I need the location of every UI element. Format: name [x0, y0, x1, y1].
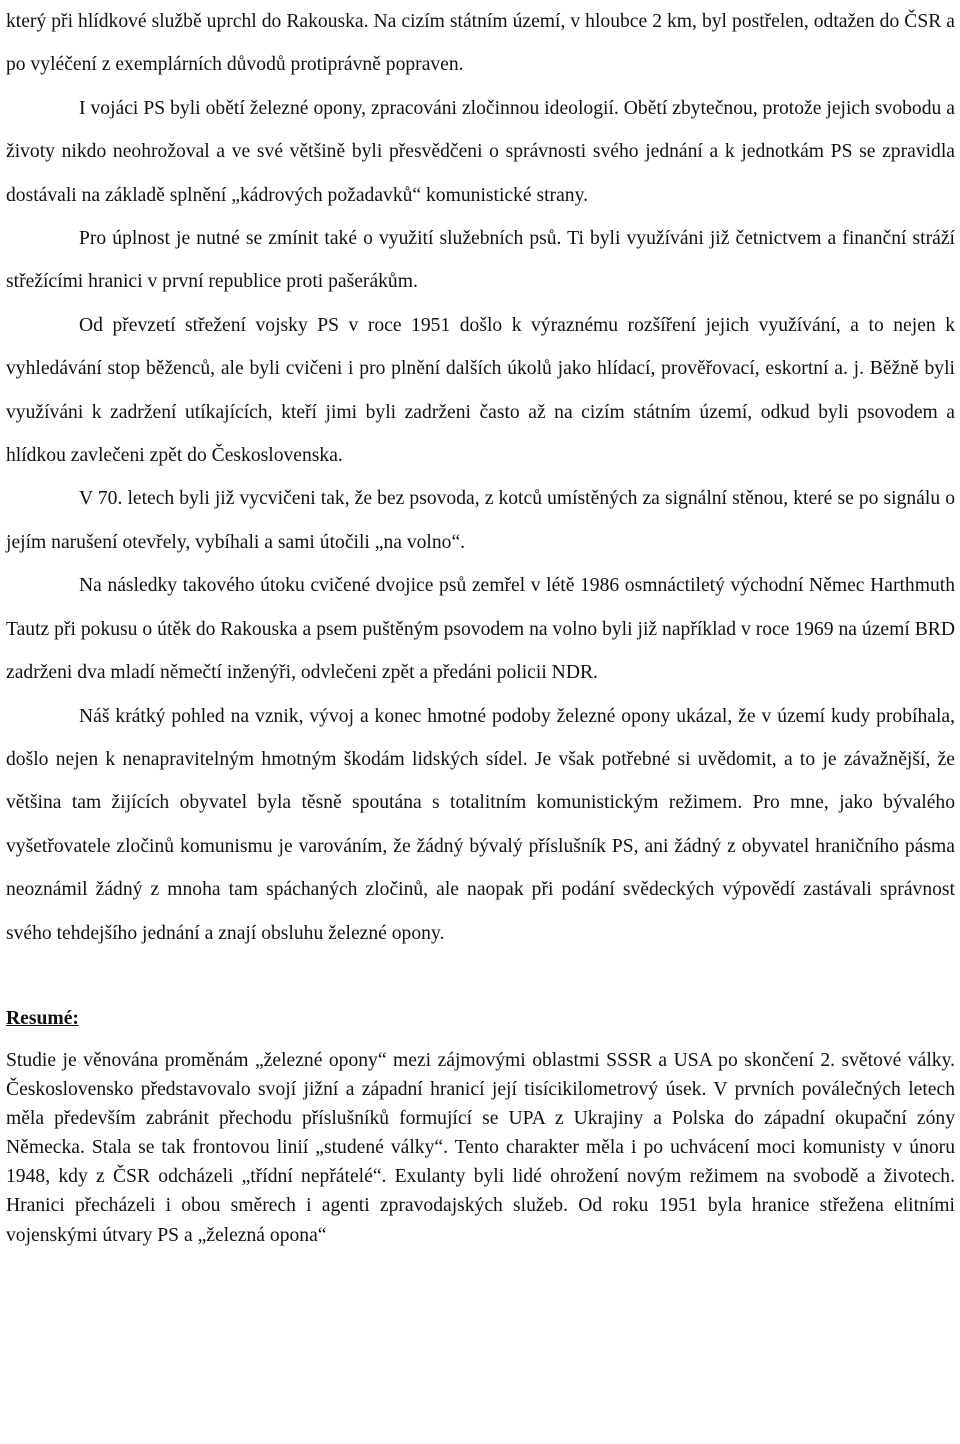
paragraph-3: Pro úplnost je nutné se zmínit také o využití služebních psů. Ti byli využíváni již četnictvem a finanční stráží střežícími hranici v první republice proti pašerákům. — [6, 228, 955, 293]
section-gap — [6, 955, 955, 1005]
document-page — [6, 0, 955, 1250]
paragraph-2: I vojáci PS byli obětí železné opony, zpracováni zločinnou ideologií. Obětí zbytečnou, protože jejich svobodu a životy nikdo neohrožoval a ve své většině byli přesvědčeni o správnosti svého jednání a k jednotkám PS se zpravidla dostávali na základě splnění „kádrových požadavků“ komunistické strany. — [6, 97, 955, 206]
resume-spacer — [6, 1033, 955, 1046]
body-text — [6, 0, 955, 955]
resume-heading: Resumé: — [6, 1007, 79, 1029]
paragraph-6: Na následky takového útoku cvičené dvojice psů zemřel v létě 1986 osmnáctiletý východní Němec Harthmuth Tautz při pokusu o útěk do Rakouska a psem puštěným psovodem na volno byli již například v roce 1969 na území BRD zadrženi dva mladí němečtí inženýři, odvlečeni zpět a předáni policii NDR. — [6, 575, 955, 684]
resume-text: Studie je věnována proměnám „železné opony“ mezi zájmovými oblastmi SSSR a USA po skončení 2. světové války. Československo představovalo svojí jižní a západní hranicí její tisícikilometrový úsek. V prvních poválečných letech měla především zabránit přechodu příslušníků formující se UPA z Ukrajiny a Polska do západní okupační zóny Německa. Stala se tak frontovou linií „studené války“. Tento charakter měla i po uchvácení moci komunisty v únoru 1948, kdy z ČSR odcházeli „třídní nepřátelé“. Exulanty byli lidé ohrožení novým režimem na svobodě a životech. Hranici přecházeli i obou směrech i agenti zpravodajských služeb. Od roku 1951 byla hranice střežena elitními vojenskými útvary PS a „železná opona“ — [6, 1049, 955, 1246]
paragraph-5: V 70. letech byli již vycvičeni tak, že bez psovoda, z kotců umístěných za signální stěnou, které se po signálu o jejím narušení otevřely, vybíhali a sami útočili „na volno“. — [6, 488, 955, 553]
paragraph-1: který při hlídkové službě uprchl do Rakouska. Na cizím státním území, v hloubce 2 km, byl postřelen, odtažen do ČSR a po vyléčení z exemplárních důvodů protiprávně popraven. — [6, 11, 955, 76]
paragraph-4: Od převzetí střežení vojsky PS v roce 1951 došlo k výraznému rozšíření jejich využívání, a to nejen k vyhledávání stop běženců, ale byli cvičeni i pro plnění dalších úkolů jako hlídací, prověřovací, eskortní a. j. Běžně byli využíváni k zadržení utíkajících, kteří jimi byli zadrženi často až na cizím státním území, odkud byli psovodem a hlídkou zavlečeni zpět do Československa. — [6, 314, 955, 467]
paragraph-7: Náš krátký pohled na vznik, vývoj a konec hmotné podoby železné opony ukázal, že v území kudy probíhala, došlo nejen k nenapravitelným hmotným škodám lidských sídel. Je však potřebné si uvědomit, a to je závažnější, že většina tam žijících obyvatel byla těsně spoutána s totalitním komunistickým režimem. Pro mne, jako bývalého vyšetřovatele zločinů komunismu je varováním, že žádný bývalý příslušník PS, ani žádný z obyvatel hraničního pásma neoznámil žádný z mnoha tam spáchaných zločinů, ale naopak při podání svědeckých výpovědí zastávali správnost svého tehdejšího jednání a znají obsluhu železné opony. — [6, 705, 955, 944]
